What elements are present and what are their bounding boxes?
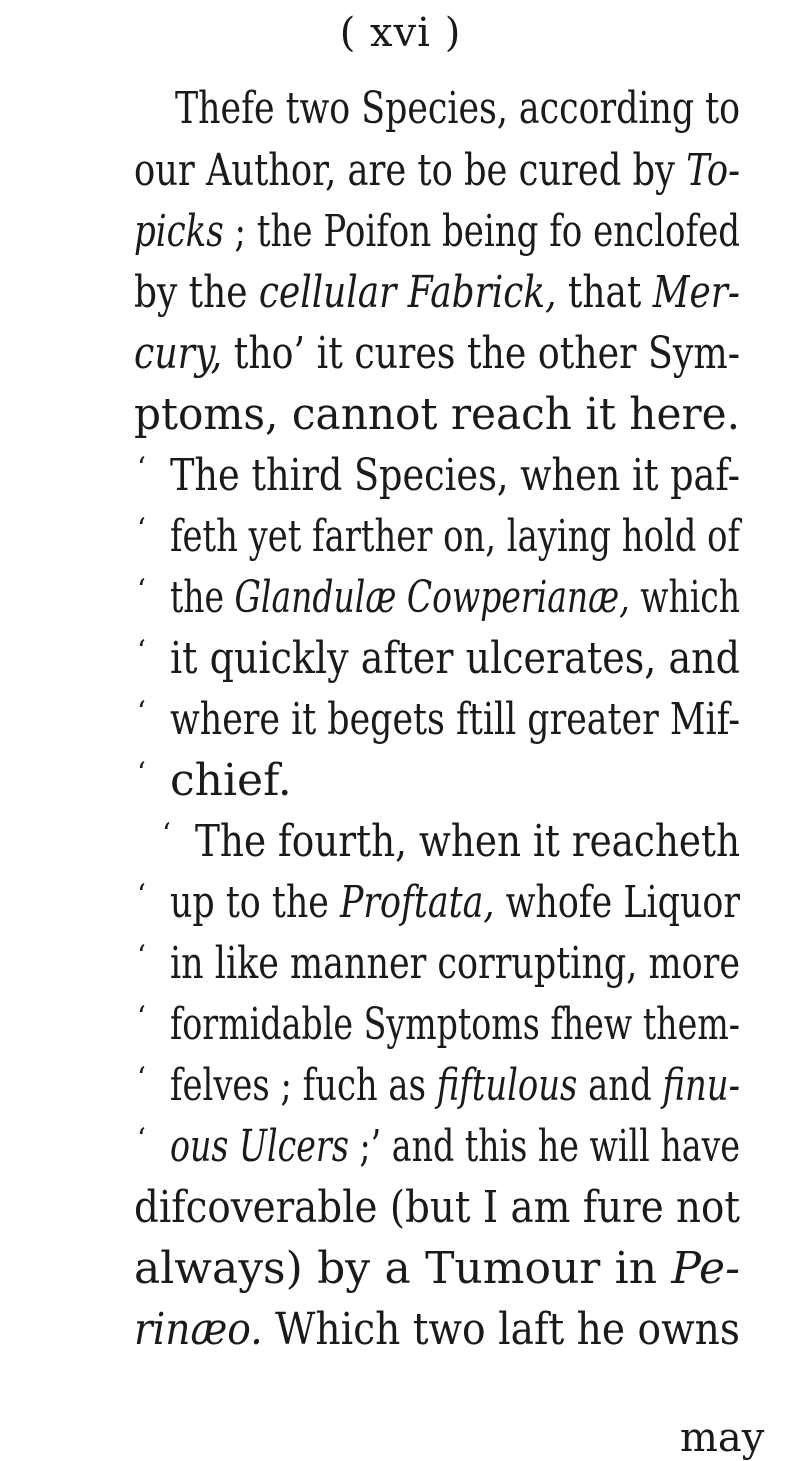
text-line — [0, 872, 801, 934]
quotation-mark: ‘ — [137, 573, 146, 606]
text-line — [0, 201, 801, 263]
line-text: picks ; the Poifon being fo enclofed — [134, 206, 740, 257]
text-line — [0, 78, 801, 140]
line-text: Thefe two Species, according to — [175, 83, 740, 134]
quotation-mark: ‘ — [137, 756, 146, 789]
line-text: up to the Proftata, whofe Liquor — [170, 877, 740, 928]
text-line — [0, 445, 801, 507]
text-line — [0, 1299, 801, 1361]
line-text: felves ; fuch as fiftulous and finu- — [170, 1060, 740, 1111]
page-header: ( xvi ) — [339, 10, 462, 56]
text-line — [0, 689, 801, 751]
text-line — [0, 1055, 801, 1117]
catchword: may — [680, 1415, 765, 1461]
line-text: ptoms, cannot reach it here. — [134, 389, 740, 440]
line-text: rinæo. Which two laft he owns — [134, 1304, 740, 1355]
quotation-mark: ‘ — [137, 1122, 146, 1155]
text-line — [0, 384, 801, 446]
quotation-mark: ‘ — [137, 939, 146, 972]
text-line — [0, 1177, 801, 1239]
line-text: by the cellular Fabrick, that Mer- — [134, 267, 740, 318]
text-line — [0, 628, 801, 690]
text-line — [0, 1238, 801, 1300]
line-text: where it begets ftill greater Mif- — [170, 694, 740, 745]
text-line — [0, 994, 801, 1056]
text-line — [0, 933, 801, 995]
quotation-mark: ‘ — [137, 878, 146, 911]
line-text: chief. — [170, 755, 292, 806]
line-text: The fourth, when it reacheth — [195, 816, 740, 867]
quotation-mark: ‘ — [137, 451, 146, 484]
quotation-mark: ‘ — [137, 1000, 146, 1033]
text-line — [0, 323, 801, 385]
quotation-mark: ‘ — [137, 634, 146, 667]
line-text: cury, tho’ it cures the other Sym- — [134, 328, 740, 379]
line-text: in like manner corrupting, more — [170, 938, 740, 989]
text-line — [0, 262, 801, 324]
line-text: it quickly after ulcerates, and — [170, 633, 740, 684]
quotation-mark: ‘ — [162, 817, 171, 850]
line-text: The third Species, when it paf- — [170, 450, 740, 501]
text-line — [0, 1116, 801, 1178]
line-text: our Author, are to be cured by To- — [134, 145, 740, 196]
quotation-mark: ‘ — [137, 1061, 146, 1094]
line-text: always) by a Tumour in Pe- — [134, 1243, 740, 1294]
quotation-mark: ‘ — [137, 512, 146, 545]
line-text: formidable Symptoms fhew them- — [170, 999, 740, 1050]
line-text: feth yet farther on, laying hold of — [170, 511, 740, 562]
line-text: ous Ulcers ;’ and this he will have — [170, 1121, 740, 1172]
line-text: the Glandulæ Cowperianæ, which — [170, 572, 740, 623]
text-line — [0, 506, 801, 568]
quotation-mark: ‘ — [137, 695, 146, 728]
line-text: difcoverable (but I am fure not — [134, 1182, 740, 1233]
text-line — [0, 567, 801, 629]
text-line — [0, 140, 801, 202]
text-line — [0, 750, 801, 812]
text-line — [0, 811, 801, 873]
